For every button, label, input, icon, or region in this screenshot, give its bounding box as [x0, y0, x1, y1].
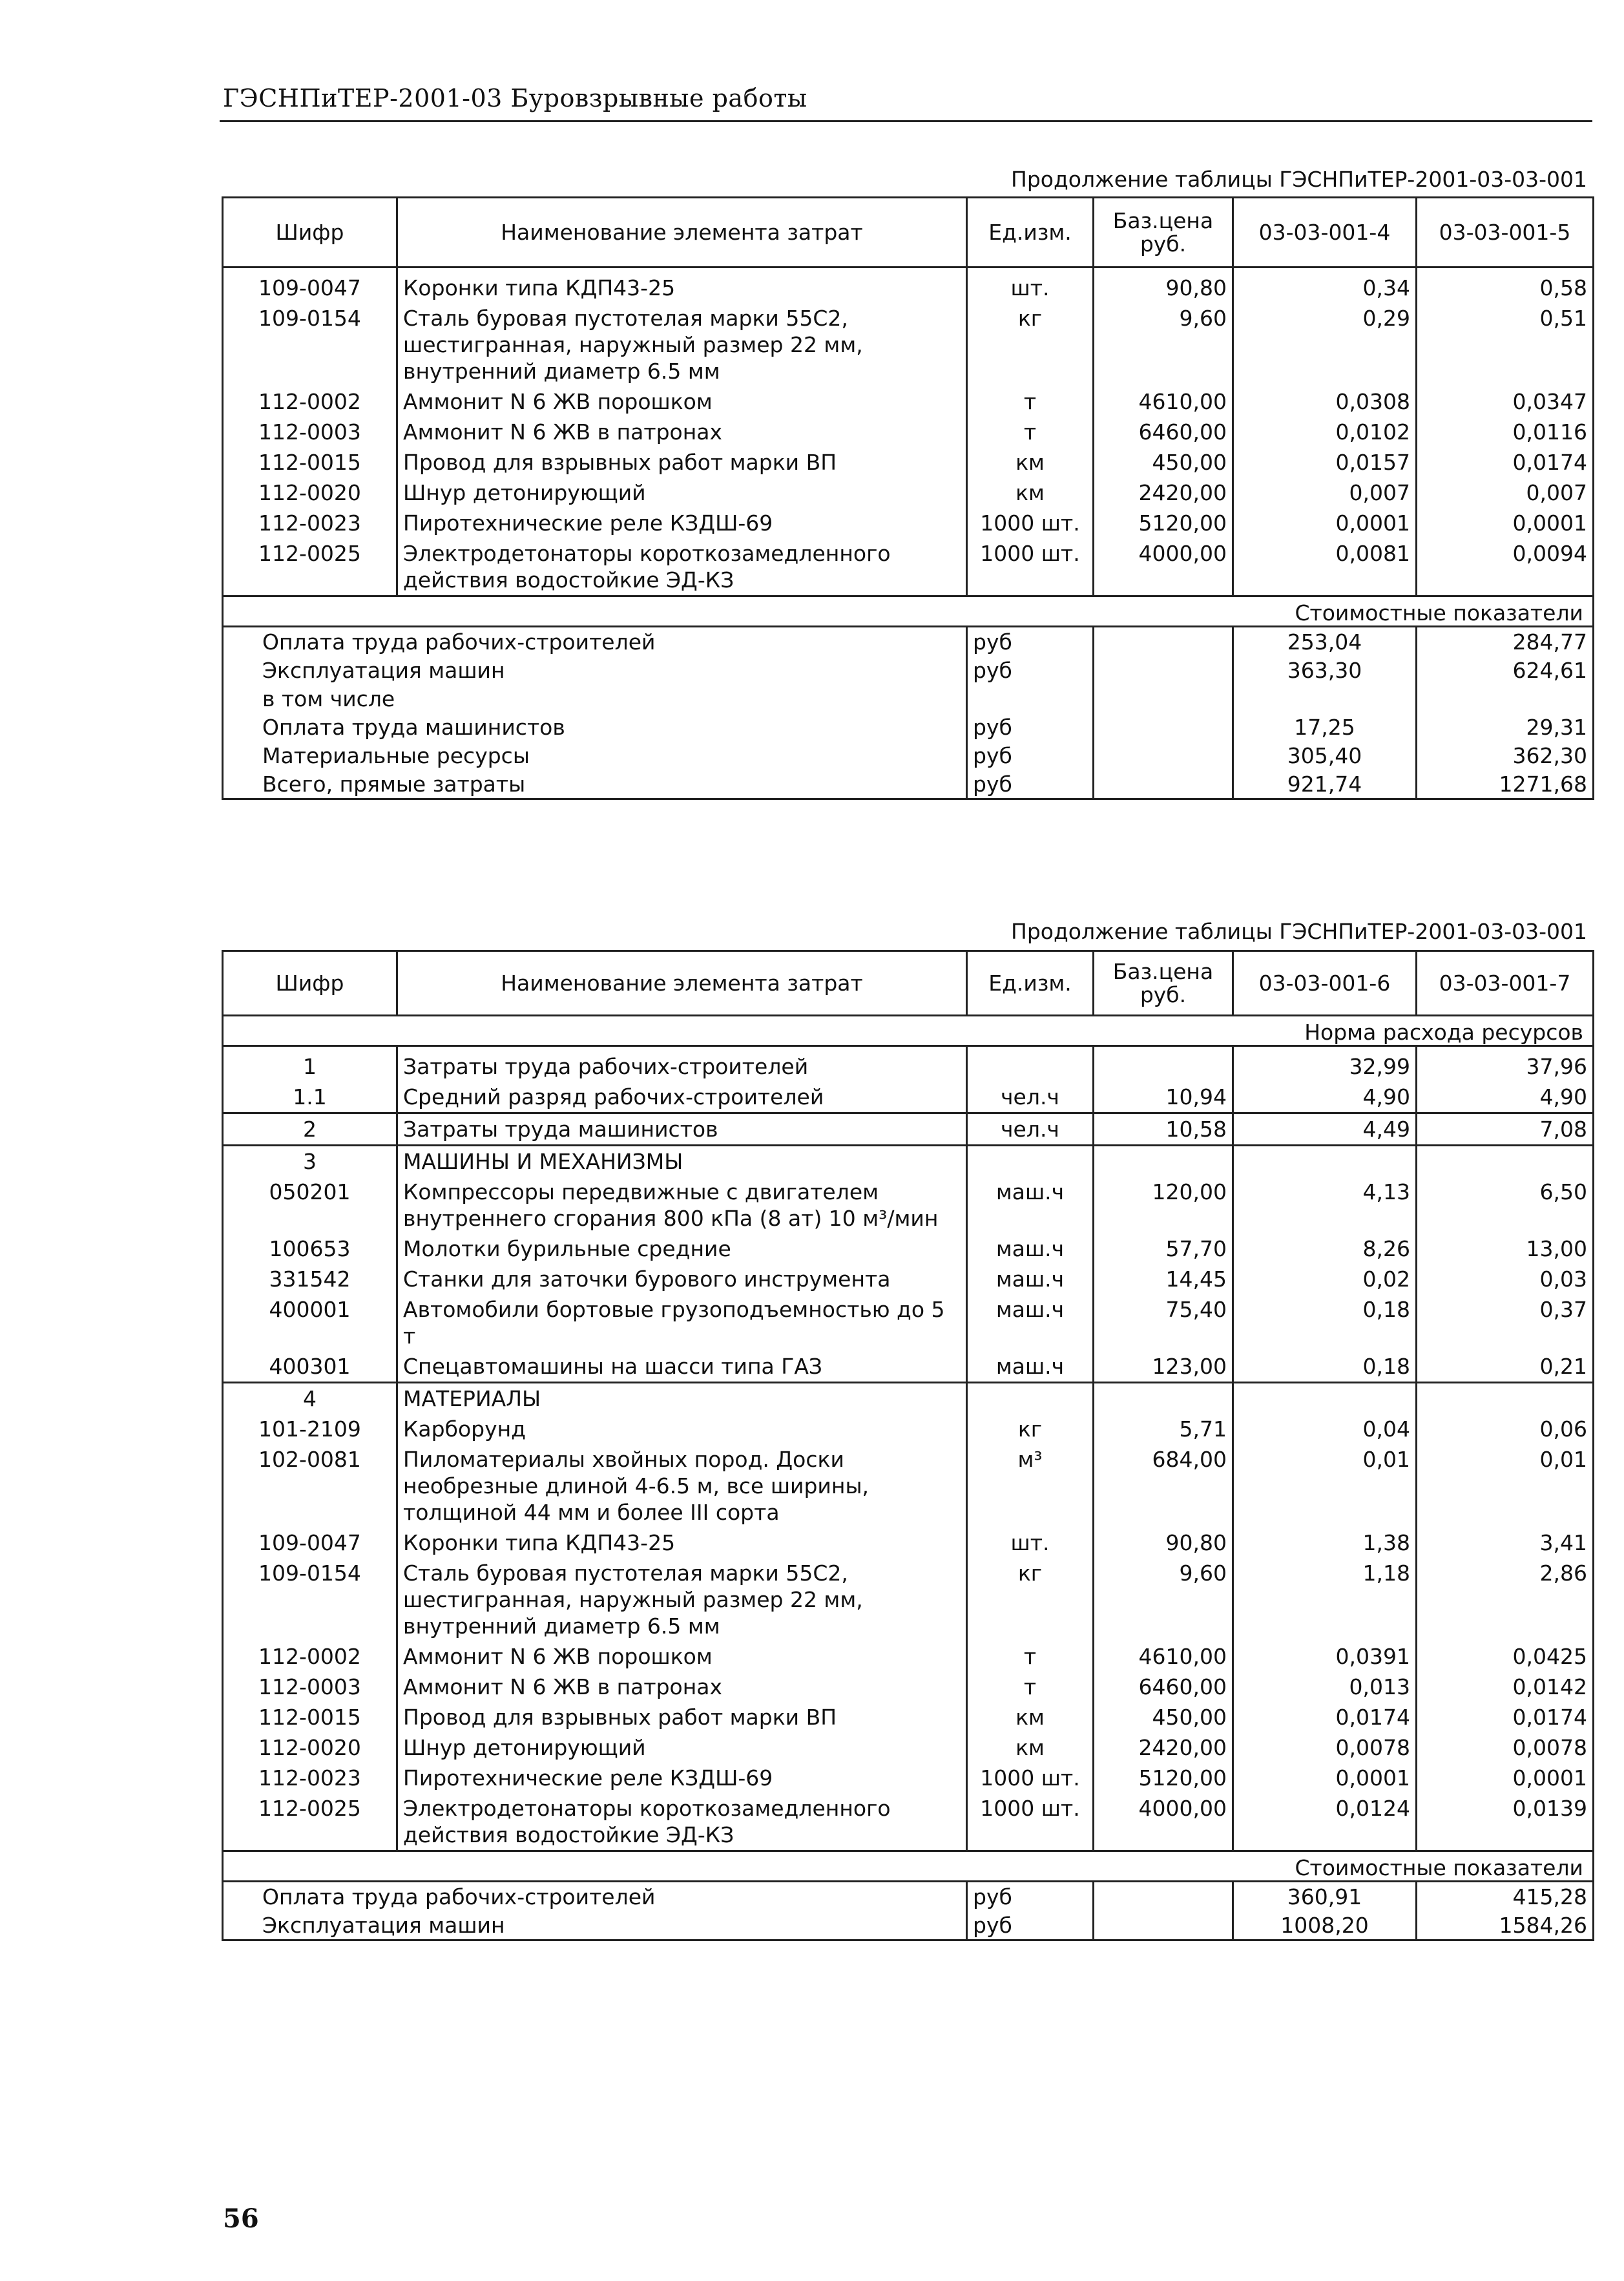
base-price-cell: 450,00: [1094, 447, 1233, 478]
summary-row: [223, 1911, 1594, 1940]
table2-norm-heading-row: [223, 1016, 1594, 1046]
name-cell: Аммонит N 6 ЖВ в патронах: [397, 417, 967, 447]
col-header-unit: Ед.изм.: [967, 951, 1094, 1016]
norm-2-cell: 2,86: [1417, 1558, 1594, 1641]
code-cell: 112-0023: [223, 508, 397, 538]
table-row: [223, 1046, 1594, 1082]
unit-cell: км: [967, 1702, 1094, 1732]
norm-2-cell: 3,41: [1417, 1528, 1594, 1558]
summary-unit: руб: [967, 1882, 1094, 1911]
norm-2-cell: 0,0116: [1417, 417, 1594, 447]
table-row: [223, 1641, 1594, 1672]
table2-caption: Продолжение таблицы ГЭСНПиТЕР-2001-03-03-001: [1011, 919, 1588, 944]
table-row: [223, 1672, 1594, 1702]
table1-cost-heading-row: [223, 596, 1594, 627]
name-cell: Автомобили бортовые грузоподъемностью до 5 т: [397, 1294, 967, 1351]
code-cell: 112-0023: [223, 1763, 397, 1793]
summary-row: [223, 770, 1594, 799]
base-price-cell: 10,58: [1094, 1113, 1233, 1146]
summary-label: Эксплуатация машин: [223, 656, 967, 684]
summary-value-1: 17,25: [1233, 713, 1417, 741]
code-cell: 112-0015: [223, 447, 397, 478]
summary-base-price-empty: [1094, 684, 1233, 713]
summary-value-2: 1584,26: [1417, 1911, 1594, 1940]
unit-cell: маш.ч: [967, 1351, 1094, 1383]
table-row: [223, 1793, 1594, 1851]
code-cell: 109-0047: [223, 1528, 397, 1558]
norm-2-cell: 0,58: [1417, 268, 1594, 304]
norm-1-cell: 0,0308: [1233, 386, 1417, 417]
table-row: [223, 1113, 1594, 1146]
unit-cell: чел.ч: [967, 1082, 1094, 1113]
base-price-cell: 4000,00: [1094, 538, 1233, 596]
base-price-cell: 684,00: [1094, 1444, 1233, 1528]
summary-value-2: [1417, 684, 1594, 713]
norm-2-cell: 0,51: [1417, 303, 1594, 386]
summary-label: Эксплуатация машин: [223, 1911, 967, 1940]
base-price-cell: 9,60: [1094, 303, 1233, 386]
table-row: [223, 268, 1594, 304]
summary-value-1: [1233, 684, 1417, 713]
name-cell: Станки для заточки бурового инструмента: [397, 1264, 967, 1294]
table-row: [223, 1528, 1594, 1558]
unit-cell: т: [967, 1672, 1094, 1702]
name-cell: Аммонит N 6 ЖВ порошком: [397, 386, 967, 417]
page-number: 56: [223, 2203, 259, 2234]
summary-label: Материальные ресурсы: [223, 741, 967, 770]
norm-2-cell: 0,0425: [1417, 1641, 1594, 1672]
unit-cell: маш.ч: [967, 1294, 1094, 1351]
unit-cell: км: [967, 447, 1094, 478]
code-cell: 1: [223, 1046, 397, 1082]
table2-header-row: [223, 951, 1594, 1016]
norm-2-cell: 0,21: [1417, 1351, 1594, 1383]
table-row: [223, 1558, 1594, 1641]
code-cell: 109-0154: [223, 1558, 397, 1641]
name-cell: Провод для взрывных работ марки ВП: [397, 447, 967, 478]
norm-1-cell: 8,26: [1233, 1234, 1417, 1264]
norm-1-cell: 0,18: [1233, 1294, 1417, 1351]
name-cell: Электродетонаторы короткозамедленного действия водостойкие ЭД-КЗ: [397, 1793, 967, 1851]
name-cell: Шнур детонирующий: [397, 478, 967, 508]
summary-base-price-empty: [1094, 741, 1233, 770]
base-price-cell: 2420,00: [1094, 1732, 1233, 1763]
name-cell: МАТЕРИАЛЫ: [397, 1383, 967, 1414]
base-price-cell: 4610,00: [1094, 386, 1233, 417]
name-cell: Сталь буровая пустотелая марки 55С2, шестигранная, наружный размер 22 мм, внутренний диаметр 6.5 мм: [397, 303, 967, 386]
unit-cell: т: [967, 1641, 1094, 1672]
col-header-unit: Ед.изм.: [967, 198, 1094, 268]
unit-cell: [967, 1146, 1094, 1177]
summary-base-price-empty: [1094, 627, 1233, 657]
norm-2-cell: 0,0139: [1417, 1793, 1594, 1851]
summary-base-price-empty: [1094, 1911, 1233, 1940]
code-cell: 109-0154: [223, 303, 397, 386]
name-cell: Пиротехнические реле КЗДШ-69: [397, 1763, 967, 1793]
unit-cell: маш.ч: [967, 1177, 1094, 1234]
code-cell: 4: [223, 1383, 397, 1414]
norm-2-cell: 0,0001: [1417, 508, 1594, 538]
table-row: [223, 1383, 1594, 1414]
table2-cost-heading: Стоимостные показатели: [223, 1851, 1594, 1882]
table-row: [223, 447, 1594, 478]
col-header-base-price: Баз.цена руб.: [1094, 951, 1233, 1016]
table2: [222, 950, 1594, 1941]
code-cell: 112-0025: [223, 538, 397, 596]
code-cell: 112-0002: [223, 386, 397, 417]
code-cell: 112-0020: [223, 1732, 397, 1763]
base-price-cell: 4610,00: [1094, 1641, 1233, 1672]
norm-1-cell: 4,13: [1233, 1177, 1417, 1234]
table1-cost-heading: Стоимостные показатели: [223, 596, 1594, 627]
norm-2-cell: 0,37: [1417, 1294, 1594, 1351]
unit-cell: км: [967, 1732, 1094, 1763]
base-price-cell: 5120,00: [1094, 508, 1233, 538]
summary-value-1: 363,30: [1233, 656, 1417, 684]
base-price-cell: 450,00: [1094, 1702, 1233, 1732]
norm-1-cell: [1233, 1383, 1417, 1414]
unit-cell: шт.: [967, 1528, 1094, 1558]
summary-unit: [967, 684, 1094, 713]
unit-cell: 1000 шт.: [967, 1763, 1094, 1793]
norm-1-cell: 0,34: [1233, 268, 1417, 304]
norm-1-cell: 32,99: [1233, 1046, 1417, 1082]
summary-base-price-empty: [1094, 1882, 1233, 1911]
name-cell: Коронки типа КДП43-25: [397, 268, 967, 304]
norm-2-cell: 37,96: [1417, 1046, 1594, 1082]
summary-row: [223, 741, 1594, 770]
summary-value-2: 29,31: [1417, 713, 1594, 741]
norm-1-cell: 0,0157: [1233, 447, 1417, 478]
name-cell: Провод для взрывных работ марки ВП: [397, 1702, 967, 1732]
table-row: [223, 1234, 1594, 1264]
base-price-cell: 9,60: [1094, 1558, 1233, 1641]
unit-cell: кг: [967, 1558, 1094, 1641]
table-row: [223, 1763, 1594, 1793]
summary-row: [223, 656, 1594, 684]
norm-1-cell: 0,0081: [1233, 538, 1417, 596]
norm-2-cell: 0,0174: [1417, 1702, 1594, 1732]
name-cell: Карборунд: [397, 1414, 967, 1444]
name-cell: Спецавтомашины на шасси типа ГАЗ: [397, 1351, 967, 1383]
base-price-cell: [1094, 1146, 1233, 1177]
norm-1-cell: [1233, 1146, 1417, 1177]
norm-2-cell: [1417, 1146, 1594, 1177]
summary-unit: руб: [967, 741, 1094, 770]
code-cell: 331542: [223, 1264, 397, 1294]
base-price-cell: 57,70: [1094, 1234, 1233, 1264]
summary-value-1: 360,91: [1233, 1882, 1417, 1911]
code-cell: 050201: [223, 1177, 397, 1234]
unit-cell: т: [967, 386, 1094, 417]
code-cell: 112-0020: [223, 478, 397, 508]
code-cell: 3: [223, 1146, 397, 1177]
norm-1-cell: 1,38: [1233, 1528, 1417, 1558]
name-cell: Средний разряд рабочих-строителей: [397, 1082, 967, 1113]
norm-1-cell: 1,18: [1233, 1558, 1417, 1641]
summary-unit: руб: [967, 770, 1094, 799]
unit-cell: 1000 шт.: [967, 1793, 1094, 1851]
name-cell: Компрессоры передвижные с двигателем внутреннего сгорания 800 кПа (8 ат) 10 м³/мин: [397, 1177, 967, 1234]
table-row: [223, 508, 1594, 538]
base-price-cell: 120,00: [1094, 1177, 1233, 1234]
name-cell: Сталь буровая пустотелая марки 55С2, шестигранная, наружный размер 22 мм, внутренний диаметр 6.5 мм: [397, 1558, 967, 1641]
summary-base-price-empty: [1094, 656, 1233, 684]
summary-unit: руб: [967, 1911, 1094, 1940]
summary-label: Оплата труда рабочих-строителей: [223, 1882, 967, 1911]
code-cell: 112-0003: [223, 417, 397, 447]
unit-cell: кг: [967, 303, 1094, 386]
base-price-cell: 5,71: [1094, 1414, 1233, 1444]
norm-2-cell: 0,06: [1417, 1414, 1594, 1444]
code-cell: 102-0081: [223, 1444, 397, 1528]
summary-row: [223, 684, 1594, 713]
table-row: [223, 478, 1594, 508]
table-row: [223, 538, 1594, 596]
summary-value-2: 362,30: [1417, 741, 1594, 770]
name-cell: Молотки бурильные средние: [397, 1234, 967, 1264]
norm-1-cell: 0,0124: [1233, 1793, 1417, 1851]
code-cell: 400001: [223, 1294, 397, 1351]
norm-2-cell: 0,01: [1417, 1444, 1594, 1528]
table-row: [223, 303, 1594, 386]
header-rule: [220, 120, 1592, 122]
table1: [222, 196, 1594, 800]
code-cell: 2: [223, 1113, 397, 1146]
summary-row: [223, 713, 1594, 741]
base-price-cell: 90,80: [1094, 1528, 1233, 1558]
norm-1-cell: 0,0001: [1233, 508, 1417, 538]
summary-label: в том числе: [223, 684, 967, 713]
code-cell: 112-0025: [223, 1793, 397, 1851]
table-row: [223, 1177, 1594, 1234]
summary-base-price-empty: [1094, 713, 1233, 741]
norm-2-cell: 4,90: [1417, 1082, 1594, 1113]
table2-cost-heading-row: [223, 1851, 1594, 1882]
table-row: [223, 1351, 1594, 1383]
summary-unit: руб: [967, 656, 1094, 684]
norm-2-cell: [1417, 1383, 1594, 1414]
table-row: [223, 1146, 1594, 1177]
name-cell: Аммонит N 6 ЖВ порошком: [397, 1641, 967, 1672]
norm-2-cell: 0,0347: [1417, 386, 1594, 417]
table-row: [223, 1414, 1594, 1444]
table1-caption: Продолжение таблицы ГЭСНПиТЕР-2001-03-03-001: [1011, 167, 1588, 192]
summary-value-1: 305,40: [1233, 741, 1417, 770]
name-cell: Электродетонаторы короткозамедленного действия водостойкие ЭД-КЗ: [397, 538, 967, 596]
unit-cell: т: [967, 417, 1094, 447]
summary-row: [223, 627, 1594, 657]
code-cell: 100653: [223, 1234, 397, 1264]
unit-cell: кг: [967, 1414, 1094, 1444]
unit-cell: маш.ч: [967, 1234, 1094, 1264]
col-header-code: Шифр: [223, 951, 397, 1016]
summary-value-2: 284,77: [1417, 627, 1594, 657]
norm-1-cell: 0,013: [1233, 1672, 1417, 1702]
col-header-norm-2: 03-03-001-5: [1417, 198, 1594, 268]
code-cell: 1.1: [223, 1082, 397, 1113]
norm-2-cell: 0,0001: [1417, 1763, 1594, 1793]
norm-1-cell: 0,0078: [1233, 1732, 1417, 1763]
name-cell: Коронки типа КДП43-25: [397, 1528, 967, 1558]
summary-row: [223, 1882, 1594, 1911]
unit-cell: чел.ч: [967, 1113, 1094, 1146]
summary-label: Оплата труда рабочих-строителей: [223, 627, 967, 657]
norm-2-cell: 0,0094: [1417, 538, 1594, 596]
table-row: [223, 417, 1594, 447]
base-price-cell: 10,94: [1094, 1082, 1233, 1113]
norm-1-cell: 0,18: [1233, 1351, 1417, 1383]
unit-cell: [967, 1046, 1094, 1082]
base-price-cell: 90,80: [1094, 268, 1233, 304]
unit-cell: шт.: [967, 268, 1094, 304]
norm-1-cell: 0,02: [1233, 1264, 1417, 1294]
summary-label: Всего, прямые затраты: [223, 770, 967, 799]
col-header-norm-1: 03-03-001-4: [1233, 198, 1417, 268]
name-cell: Затраты труда рабочих-строителей: [397, 1046, 967, 1082]
code-cell: 112-0002: [223, 1641, 397, 1672]
table-row: [223, 1264, 1594, 1294]
base-price-cell: [1094, 1046, 1233, 1082]
unit-cell: 1000 шт.: [967, 538, 1094, 596]
summary-value-1: 1008,20: [1233, 1911, 1417, 1940]
code-cell: 112-0003: [223, 1672, 397, 1702]
summary-unit: руб: [967, 713, 1094, 741]
name-cell: МАШИНЫ И МЕХАНИЗМЫ: [397, 1146, 967, 1177]
summary-value-1: 253,04: [1233, 627, 1417, 657]
unit-cell: км: [967, 478, 1094, 508]
norm-1-cell: 0,0001: [1233, 1763, 1417, 1793]
unit-cell: м³: [967, 1444, 1094, 1528]
table-row: [223, 1294, 1594, 1351]
unit-cell: 1000 шт.: [967, 508, 1094, 538]
summary-value-2: 1271,68: [1417, 770, 1594, 799]
norm-2-cell: 0,0078: [1417, 1732, 1594, 1763]
summary-value-1: 921,74: [1233, 770, 1417, 799]
name-cell: Затраты труда машинистов: [397, 1113, 967, 1146]
base-price-cell: 75,40: [1094, 1294, 1233, 1351]
norm-2-cell: 0,007: [1417, 478, 1594, 508]
base-price-cell: 6460,00: [1094, 417, 1233, 447]
norm-2-cell: 0,0142: [1417, 1672, 1594, 1702]
name-cell: Пиротехнические реле КЗДШ-69: [397, 508, 967, 538]
base-price-cell: 5120,00: [1094, 1763, 1233, 1793]
name-cell: Шнур детонирующий: [397, 1732, 967, 1763]
summary-unit: руб: [967, 627, 1094, 657]
table-row: [223, 1444, 1594, 1528]
summary-base-price-empty: [1094, 770, 1233, 799]
col-header-code: Шифр: [223, 198, 397, 268]
col-header-name: Наименование элемента затрат: [397, 198, 967, 268]
norm-1-cell: 4,49: [1233, 1113, 1417, 1146]
norm-2-cell: 0,03: [1417, 1264, 1594, 1294]
table-row: [223, 1702, 1594, 1732]
norm-2-cell: 7,08: [1417, 1113, 1594, 1146]
base-price-cell: 123,00: [1094, 1351, 1233, 1383]
unit-cell: маш.ч: [967, 1264, 1094, 1294]
base-price-cell: 4000,00: [1094, 1793, 1233, 1851]
table-row: [223, 1732, 1594, 1763]
norm-1-cell: 0,04: [1233, 1414, 1417, 1444]
base-price-cell: 2420,00: [1094, 478, 1233, 508]
summary-value-2: 624,61: [1417, 656, 1594, 684]
table-row: [223, 1082, 1594, 1113]
name-cell: Аммонит N 6 ЖВ в патронах: [397, 1672, 967, 1702]
norm-2-cell: 6,50: [1417, 1177, 1594, 1234]
summary-value-2: 415,28: [1417, 1882, 1594, 1911]
page-header-title: ГЭСНПиТЕР-2001-03 Буровзрывные работы: [223, 84, 807, 112]
col-header-norm-1: 03-03-001-6: [1233, 951, 1417, 1016]
norm-1-cell: 0,0102: [1233, 417, 1417, 447]
col-header-base-price: Баз.цена руб.: [1094, 198, 1233, 268]
base-price-cell: [1094, 1383, 1233, 1414]
name-cell: Пиломатериалы хвойных пород. Доски необрезные длиной 4-6.5 м, все ширины, толщиной 44 мм и более III сорта: [397, 1444, 967, 1528]
table2-norm-heading: Норма расхода ресурсов: [223, 1016, 1594, 1046]
norm-1-cell: 0,0391: [1233, 1641, 1417, 1672]
summary-label: Оплата труда машинистов: [223, 713, 967, 741]
code-cell: 112-0015: [223, 1702, 397, 1732]
code-cell: 400301: [223, 1351, 397, 1383]
base-price-cell: 6460,00: [1094, 1672, 1233, 1702]
table1-header-row: [223, 198, 1594, 268]
norm-1-cell: 0,01: [1233, 1444, 1417, 1528]
col-header-name: Наименование элемента затрат: [397, 951, 967, 1016]
norm-1-cell: 0,007: [1233, 478, 1417, 508]
norm-2-cell: 0,0174: [1417, 447, 1594, 478]
table-row: [223, 386, 1594, 417]
unit-cell: [967, 1383, 1094, 1414]
norm-2-cell: 13,00: [1417, 1234, 1594, 1264]
col-header-norm-2: 03-03-001-7: [1417, 951, 1594, 1016]
base-price-cell: 14,45: [1094, 1264, 1233, 1294]
norm-1-cell: 4,90: [1233, 1082, 1417, 1113]
norm-1-cell: 0,29: [1233, 303, 1417, 386]
code-cell: 109-0047: [223, 268, 397, 304]
code-cell: 101-2109: [223, 1414, 397, 1444]
norm-1-cell: 0,0174: [1233, 1702, 1417, 1732]
